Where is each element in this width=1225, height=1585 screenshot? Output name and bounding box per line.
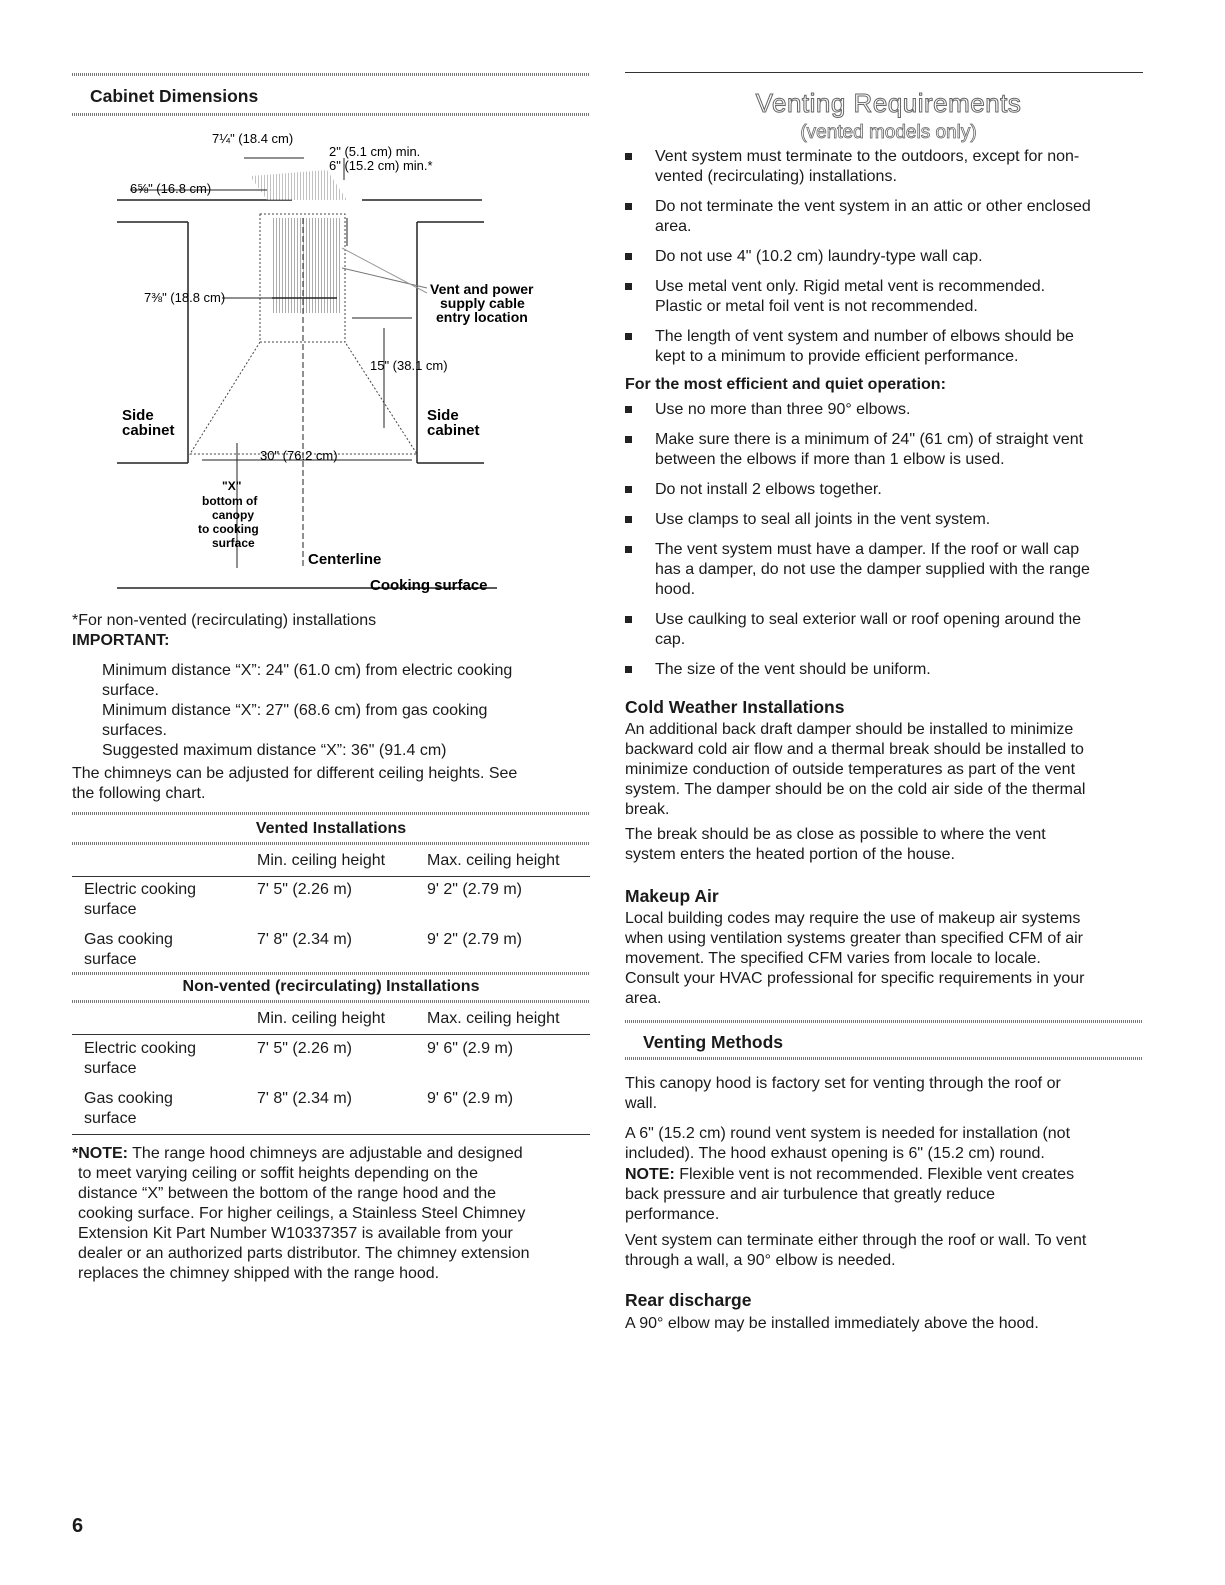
- vented-row-1-label2: surface: [84, 901, 137, 918]
- dim-top-label: 7¼" (18.4 cm): [212, 131, 294, 146]
- paragraph-line: backward cold air flow and a thermal break should be installed to: [625, 741, 1084, 758]
- bullet-item: [625, 327, 1152, 367]
- vent-label-2: supply cable: [440, 295, 525, 311]
- nonvented-row-2-label: Gas cooking: [84, 1090, 173, 1107]
- methods-1-line-2: wall.: [625, 1095, 658, 1112]
- vented-row-2-max: 9' 2" (2.79 m): [427, 931, 522, 948]
- bullet-square-icon: [625, 153, 632, 160]
- vented-row-2-label: Gas cooking: [84, 931, 173, 948]
- important-line-2: Minimum distance “X”: 27" (68.6 cm) from gas cooking: [102, 702, 488, 719]
- note-line-6: dealer or an authorized parts distributor. The chimney extension: [78, 1245, 530, 1262]
- nonvented-row-1-label: Electric cooking: [84, 1040, 197, 1057]
- paragraph-line: An additional back draft damper should be installed to minimize: [625, 721, 1074, 738]
- bullet-text: Do not terminate the vent system in an attic or other enclosed: [655, 198, 1091, 215]
- bullet-item: [625, 480, 1152, 500]
- methods-3-line-1: Vent system can terminate either through the roof or wall. To vent: [625, 1232, 1087, 1249]
- side-cabinet-right-2: cabinet: [427, 422, 480, 439]
- x-label-5: surface: [212, 536, 255, 550]
- table-rule: [72, 812, 590, 815]
- centerline-label: Centerline: [308, 551, 382, 568]
- important-line-1b: surface.: [102, 682, 159, 699]
- x-label-2: bottom of: [202, 494, 258, 508]
- important-line-1: Minimum distance “X”: 24" (61.0 cm) from electric cooking: [102, 662, 513, 679]
- venting-requirements-subtitle: (vented models only): [800, 122, 977, 143]
- bullet-square-icon: [625, 666, 632, 673]
- paragraph-line: area.: [625, 990, 662, 1007]
- dim-min2-label: 6" (15.2 cm) min.*: [329, 158, 433, 173]
- table-rule: [72, 1134, 590, 1135]
- bullet-text: The vent system must have a damper. If the roof or wall cap: [655, 541, 1080, 558]
- bullet-square-icon: [625, 283, 632, 290]
- nonvented-row-2-min: 7' 8" (2.34 m): [257, 1090, 352, 1107]
- bullet-text: Use no more than three 90° elbows.: [655, 401, 911, 418]
- cooking-surface-label: Cooking surface: [370, 577, 488, 594]
- vented-row-1-label: Electric cooking: [84, 881, 197, 898]
- vented-col-min: Min. ceiling height: [257, 852, 386, 869]
- bullet-text: area.: [655, 218, 692, 235]
- bullet-square-icon: [625, 616, 632, 623]
- table-rule: [72, 1034, 590, 1035]
- note-line-1: [72, 1144, 523, 1164]
- note-line-5: Extension Kit Part Number W10337357 is available from your: [78, 1225, 513, 1242]
- bullet-text: cap.: [655, 631, 686, 648]
- bullet-text: Make sure there is a minimum of 24" (61 cm) of straight vent: [655, 431, 1084, 448]
- bullet-square-icon: [625, 253, 632, 260]
- top-rule: [625, 72, 1143, 73]
- methods-3-line-2: through a wall, a 90° elbow is needed.: [625, 1252, 896, 1269]
- methods-note-text: Flexible vent is not recommended. Flexible vent creates: [674, 1166, 1075, 1183]
- bullet-text: hood.: [655, 581, 696, 598]
- bullet-text: The length of vent system and number of elbows should be: [655, 328, 1074, 345]
- bullet-item: [625, 610, 1152, 650]
- heading-rule-top: [72, 73, 590, 76]
- vented-table-title: Vented Installations: [255, 820, 407, 837]
- makeup-air-heading: Makeup Air: [625, 886, 719, 906]
- bullet-text: has a damper, do not use the damper supplied with the range: [655, 561, 1090, 578]
- nonvented-row-2-label2: surface: [84, 1110, 137, 1127]
- bullet-item: [625, 277, 1152, 317]
- nonvented-row-1-min: 7' 5" (2.26 m): [257, 1040, 352, 1057]
- paragraph-line: Local building codes may require the use of makeup air systems: [625, 910, 1081, 927]
- methods-note-line-3: performance.: [625, 1206, 720, 1223]
- bullet-text: Vent system must terminate to the outdoors, except for non-: [655, 148, 1080, 165]
- x-label-3: canopy: [212, 508, 255, 522]
- table-rule: [72, 876, 590, 877]
- cold-weather-heading: Cold Weather Installations: [625, 697, 845, 717]
- dim-15-label: 15" (38.1 cm): [370, 358, 448, 373]
- side-cabinet-left-1: Side: [122, 407, 154, 424]
- heading-rule-bottom: [72, 113, 590, 116]
- bullet-item: [625, 197, 1152, 237]
- vented-row-1-max: 9' 2" (2.79 m): [427, 881, 522, 898]
- note-line-2: to meet varying ceiling or soffit heights depending on the: [78, 1165, 478, 1182]
- dim-30-label: 30" (76.2 cm): [260, 448, 338, 463]
- paragraph-line: system. The damper should be on the cold air side of the thermal: [625, 781, 1086, 798]
- vented-row-2-min: 7' 8" (2.34 m): [257, 931, 352, 948]
- methods-2-line-2: included). The hood exhaust opening is 6" (15.2 cm) round.: [625, 1145, 1045, 1162]
- rear-discharge-text: A 90° elbow may be installed immediately above the hood.: [625, 1315, 1039, 1332]
- rear-discharge-heading: Rear discharge: [625, 1290, 752, 1310]
- footnote: *For non-vented (recirculating) installations: [72, 612, 377, 629]
- bullet-square-icon: [625, 486, 632, 493]
- methods-2-line-1: A 6" (15.2 cm) round vent system is needed for installation (not: [625, 1125, 1071, 1142]
- bullet-item: [625, 247, 1152, 267]
- bullet-text: Use clamps to seal all joints in the vent system.: [655, 511, 991, 528]
- bullet-text: Do not install 2 elbows together.: [655, 481, 882, 498]
- chimney-line-1: The chimneys can be adjusted for different ceiling heights. See: [72, 765, 518, 782]
- note-line-4: cooking surface. For higher ceilings, a Stainless Steel Chimney: [78, 1205, 526, 1222]
- nonvented-row-1-max: 9' 6" (2.9 m): [427, 1040, 514, 1057]
- side-cabinet-right-1: Side: [427, 407, 459, 424]
- vent-label-3: entry location: [436, 309, 528, 325]
- methods-note-line-2: back pressure and air turbulence that greatly reduce: [625, 1186, 995, 1203]
- methods-1-line-1: This canopy hood is factory set for venting through the roof or: [625, 1075, 1061, 1092]
- paragraph-line: minimize conduction of outside temperatures as part of the vent: [625, 761, 1076, 778]
- important-line-3: Suggested maximum distance “X”: 36" (91.4 cm): [102, 742, 447, 759]
- bullet-text: Use caulking to seal exterior wall or roof opening around the: [655, 611, 1082, 628]
- vented-row-1-min: 7' 5" (2.26 m): [257, 881, 352, 898]
- venting-methods-heading: Venting Methods: [643, 1032, 783, 1052]
- bullet-text: Plastic or metal foil vent is not recommended.: [655, 298, 978, 315]
- bullet-square-icon: [625, 546, 632, 553]
- note-line-7: replaces the chimney shipped with the range hood.: [78, 1265, 440, 1282]
- bullet-item: [625, 400, 1152, 420]
- paragraph-line: system enters the heated portion of the house.: [625, 846, 955, 863]
- bullet-square-icon: [625, 333, 632, 340]
- bullet-text: vented (recirculating) installations.: [655, 168, 897, 185]
- bullet-square-icon: [625, 203, 632, 210]
- table-rule: [72, 972, 590, 975]
- bullet-item: [625, 660, 1152, 680]
- vented-row-2-label2: surface: [84, 951, 137, 968]
- cabinet-dimensions-heading: Cabinet Dimensions: [90, 86, 259, 106]
- bullet-item: [625, 147, 1152, 187]
- bullet-square-icon: [625, 516, 632, 523]
- bullet-text: between the elbows if more than 1 elbow is used.: [655, 451, 1005, 468]
- nonvented-row-1-label2: surface: [84, 1060, 137, 1077]
- bullet-item: [625, 540, 1152, 600]
- bullet-item: [625, 510, 1152, 530]
- nonvented-col-min: Min. ceiling height: [257, 1010, 386, 1027]
- important-label: IMPORTANT:: [72, 632, 170, 649]
- methods-note-label: NOTE:: [625, 1166, 675, 1183]
- bullet-text: Use metal vent only. Rigid metal vent is recommended.: [655, 278, 1046, 295]
- x-label-1: "X": [222, 479, 242, 493]
- table-rule: [72, 1000, 590, 1003]
- heading-rule-bottom: [625, 1057, 1143, 1060]
- vented-col-max: Max. ceiling height: [427, 852, 560, 869]
- side-cabinet-left-2: cabinet: [122, 422, 175, 439]
- nonvented-table-title: Non-vented (recirculating) Installations: [182, 978, 480, 995]
- paragraph-line: break.: [625, 801, 670, 818]
- important-line-2b: surfaces.: [102, 722, 167, 739]
- nonvented-col-max: Max. ceiling height: [427, 1010, 560, 1027]
- efficient-operation-heading: For the most efficient and quiet operation:: [625, 376, 946, 393]
- paragraph-line: The break should be as close as possible to where the vent: [625, 826, 1046, 843]
- bullet-item: [625, 430, 1152, 470]
- bullet-square-icon: [625, 436, 632, 443]
- venting-requirements-title: Venting Requirements: [755, 88, 1022, 118]
- note-label: *NOTE:: [72, 1145, 128, 1162]
- bullet-square-icon: [625, 406, 632, 413]
- nonvented-row-2-max: 9' 6" (2.9 m): [427, 1090, 514, 1107]
- paragraph-line: Consult your HVAC professional for specific requirements in your: [625, 970, 1085, 987]
- heading-rule-top: [625, 1020, 1143, 1023]
- x-label-4: to cooking: [198, 522, 259, 536]
- dim-min1-label: 2" (5.1 cm) min.: [329, 144, 421, 159]
- paragraph-line: when using ventilation systems greater than specified CFM of air: [625, 930, 1083, 947]
- dim-left-mid-label: 7⅜" (18.8 cm): [144, 290, 226, 305]
- table-rule: [72, 842, 590, 845]
- note-line-3: distance “X” between the bottom of the range hood and the: [78, 1185, 497, 1202]
- cabinet-dimensions-diagram: [72, 118, 590, 600]
- page-number: 6: [72, 1515, 84, 1537]
- note-text: The range hood chimneys are adjustable and designed: [128, 1145, 523, 1162]
- methods-note-line-1: [625, 1165, 1074, 1185]
- bullet-text: The size of the vent should be uniform.: [655, 661, 931, 678]
- paragraph-line: movement. The specified CFM varies from locale to locale.: [625, 950, 1041, 967]
- dim-left-top-label: 6⅝" (16.8 cm): [130, 181, 212, 196]
- bullet-text: kept to a minimum to provide efficient performance.: [655, 348, 1019, 365]
- chimney-line-2: the following chart.: [72, 785, 206, 802]
- bullet-text: Do not use 4" (10.2 cm) laundry-type wall cap.: [655, 248, 983, 265]
- vent-label-1: Vent and power: [430, 281, 534, 297]
